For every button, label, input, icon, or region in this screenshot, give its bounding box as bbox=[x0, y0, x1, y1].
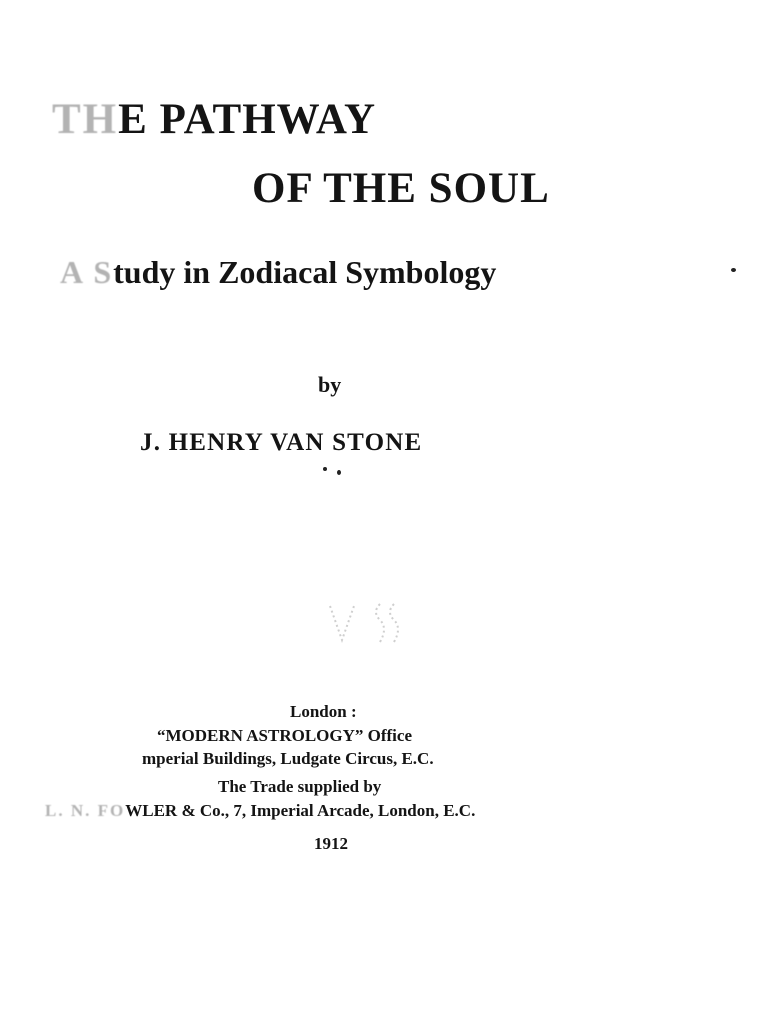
ink-speck bbox=[731, 268, 736, 272]
imprint-office: “MODERN ASTROLOGY” Office bbox=[157, 726, 412, 745]
title-text: E PATHWAY bbox=[118, 96, 377, 143]
imprint-trade: The Trade supplied by bbox=[218, 777, 382, 796]
imprint-distributor bbox=[45, 802, 475, 819]
ink-speck bbox=[337, 470, 341, 475]
subtitle-text: tudy in Zodiacal Symbology bbox=[113, 254, 497, 290]
byline: by bbox=[318, 372, 342, 397]
title-line-1 bbox=[52, 98, 376, 141]
faded-ornament-icon bbox=[322, 600, 412, 646]
imprint-address: mperial Buildings, Ludgate Circus, E.C. bbox=[142, 749, 434, 768]
publication-year: 1912 bbox=[314, 834, 348, 853]
author-name: J. HENRY VAN STONE bbox=[140, 429, 423, 456]
subtitle bbox=[60, 256, 496, 288]
title-faded-text: TH bbox=[52, 96, 119, 143]
distributor-text: WLER & Co., 7, Imperial Arcade, London, E.C. bbox=[125, 801, 476, 820]
distributor-faded-text: L. N. FO bbox=[45, 801, 126, 820]
ink-speck bbox=[323, 467, 327, 471]
title-line-2: OF THE SOUL bbox=[252, 165, 550, 212]
imprint-city: London : bbox=[290, 702, 357, 721]
subtitle-faded-text: A S bbox=[60, 254, 114, 290]
